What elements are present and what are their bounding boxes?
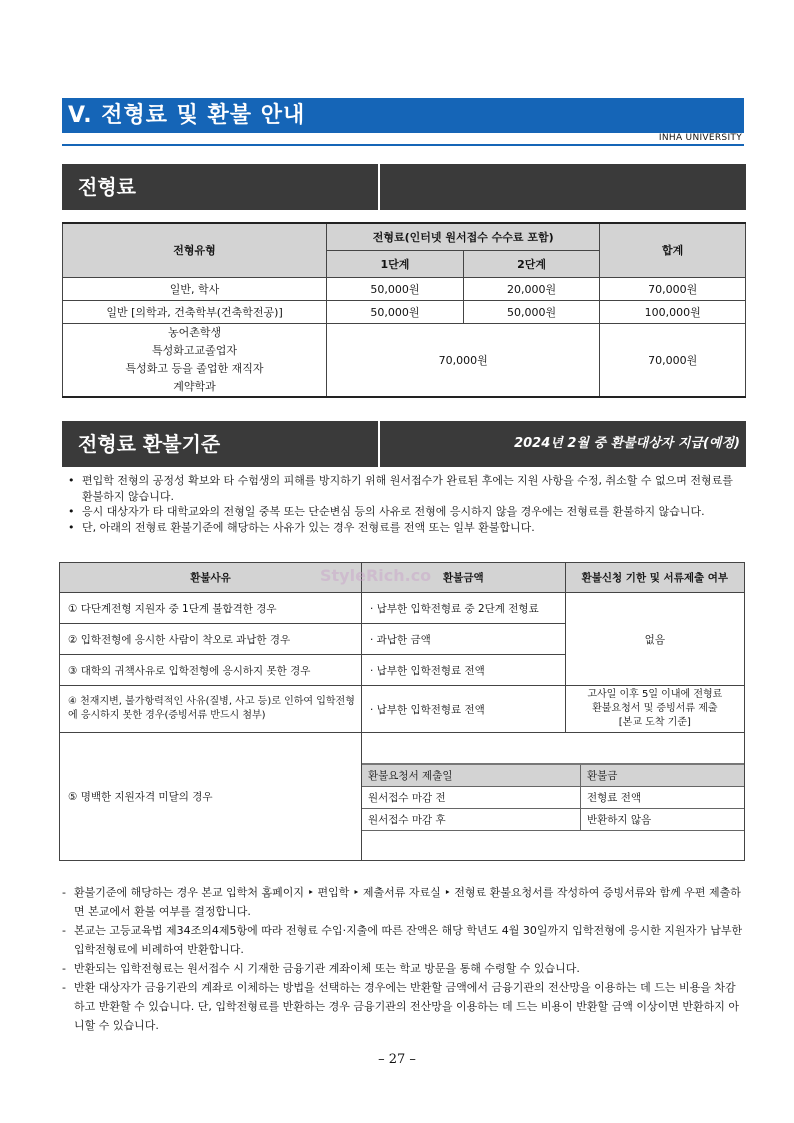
inner-when-cell: 원서접수 마감 후 [362, 808, 581, 830]
deadline-cell [565, 686, 744, 733]
reason-cell: ② 입학전형에 응시한 사람이 착오로 과납한 경우 [60, 624, 362, 655]
refund-section-title: 전형료 환불기준 [78, 432, 221, 456]
university-label: INHA UNIVERSITY [658, 133, 742, 143]
reason-cell: ① 다단계전형 지원자 중 1단계 불합격한 경우 [60, 593, 362, 624]
fee-type-merged-cell [63, 323, 327, 397]
reason-cell: ⑤ 명백한 지원자격 미달의 경우 [60, 733, 362, 861]
col-stage2-header: 2단계 [463, 250, 600, 277]
bullet-item: • 단, 아래의 전형료 환불기준에 해당하는 사유가 있는 경우 전형료를 전액 또는 일부 환불합니다. [68, 520, 742, 536]
type-line: 특성화고교졸업자 [152, 343, 238, 357]
table-row [60, 733, 745, 861]
col-stage1-header: 1단계 [327, 250, 464, 277]
inner-refund-cell: 전형료 전액 [581, 786, 745, 808]
table-row [63, 300, 746, 323]
table-row [63, 277, 746, 300]
fee-section-bar [62, 164, 746, 210]
deadline-line: 환불요청서 및 증빙서류 제출 [592, 703, 718, 714]
inner-table-cell [362, 733, 745, 861]
refund-notes [62, 883, 746, 1035]
amount-cell: · 과납한 금액 [362, 624, 566, 655]
inner-row [362, 808, 744, 830]
reason-cell: ④ 천재지변, 불가항력적인 사유(질병, 사고 등)로 인하여 입학전형에 응시하지 못한 경우(증빙서류 반드시 첨부) [60, 686, 362, 733]
table-row [60, 593, 745, 624]
amount-cell: · 납부한 입학전형료 중 2단계 전형료 [362, 593, 566, 624]
type-line: 농어촌학생 [167, 325, 222, 339]
fee-type-cell: 일반, 학사 [63, 277, 327, 300]
bar-separator [378, 421, 380, 467]
refund-section-bar [62, 421, 746, 467]
inner-row [362, 786, 744, 808]
fee-table [62, 222, 746, 398]
refund-inner-table [362, 763, 744, 831]
bullet-item: • 응시 대상자가 타 대학교와의 전형일 중복 또는 단순변심 등의 사유로 전형에 응시하지 않을 경우에는 전형료를 환불하지 않습니다. [68, 504, 742, 520]
note-item: - 반환되는 입학전형료는 원서접수 시 기재한 금융기관 계좌이체 또는 학교 방문을 통해 수령할 수 있습니다. [62, 959, 746, 978]
col-amount-header: 환불금액 [362, 563, 566, 593]
fee-stage2-cell: 50,000원 [463, 300, 600, 323]
fee-total-cell: 70,000원 [600, 323, 746, 397]
note-item: - 반환 대상자가 금융기관의 계좌로 이체하는 방법을 선택하는 경우에는 반환할 금액에서 금융기관의 전산망을 이용하는 데 드는 비용을 차감하고 반환할 수 있습니다. 단, 입학전형료를 반환하는 경우 금융기관의 전산망을 이용하는 데 드는 비용이 반환할 금액 이상이면 반환하지 아니할 수 있습니다. [62, 978, 746, 1035]
fee-total-cell: 70,000원 [600, 277, 746, 300]
type-line: 특성화고 등을 졸업한 재직자 [125, 361, 264, 375]
inner-when-cell: 원서접수 마감 전 [362, 786, 581, 808]
bar-separator [378, 164, 380, 210]
col-deadline-header: 환불신청 기한 및 서류제출 여부 [565, 563, 744, 593]
fee-merged-cell: 70,000원 [327, 323, 600, 397]
deadline-line: 고사일 이후 5일 이내에 전형료 [587, 689, 723, 700]
col-fee-group-header: 전형료(인터넷 원서접수 수수료 포함) [327, 223, 600, 250]
watermark: StyleRich.co [320, 566, 432, 585]
col-total-header: 합계 [600, 223, 746, 277]
fee-stage2-cell: 20,000원 [463, 277, 600, 300]
inner-head-refund: 환불금 [581, 764, 745, 787]
fee-stage1-cell: 50,000원 [327, 277, 464, 300]
col-type-header: 전형유형 [63, 223, 327, 277]
refund-schedule-note: 2024년 2월 중 환불대상자 지급(예정) [514, 436, 740, 451]
section-header: V. 전형료 및 환불 안내 [62, 98, 744, 133]
note-item: - 본교는 고등교육법 제34조의4제5항에 따라 전형료 수입·지출에 따른 잔액은 해당 학년도 4월 30일까지 입학전형에 응시한 지원자가 납부한 입학전형료에 비례하여 반환합니다. [62, 921, 746, 959]
reason-cell: ③ 대학의 귀책사유로 입학전형에 응시하지 못한 경우 [60, 655, 362, 686]
deadline-cell: 없음 [565, 593, 744, 686]
page-number: – 27 – [378, 1052, 416, 1067]
bullet-item: • 편입학 전형의 공정성 확보와 타 수험생의 피해를 방지하기 위해 원서접수가 완료된 후에는 지원 사항을 수정, 취소할 수 없으며 전형료를 환불하지 않습니다. [68, 473, 742, 504]
inner-head-when: 환불요청서 제출일 [362, 764, 581, 787]
col-reason-header: 환불사유 [60, 563, 362, 593]
note-item: - 환불기준에 해당하는 경우 본교 입학처 홈페이지 ‣ 편입학 ‣ 제출서류 자료실 ‣ 전형료 환불요청서를 작성하여 증빙서류와 함께 우편 제출하면 본교에서 환불 여부를 결정합니다. [62, 883, 746, 921]
refund-bullets [68, 473, 742, 535]
amount-cell: · 납부한 입학전형료 전액 [362, 686, 566, 733]
inner-refund-cell: 반환하지 않음 [581, 808, 745, 830]
refund-table [59, 562, 745, 861]
fee-total-cell: 100,000원 [600, 300, 746, 323]
fee-stage1-cell: 50,000원 [327, 300, 464, 323]
table-row [63, 323, 746, 397]
header-rule [62, 144, 744, 146]
type-line: 계약학과 [173, 379, 216, 393]
fee-section-title: 전형료 [78, 175, 136, 199]
deadline-line: [본교 도착 기준] [618, 717, 691, 728]
amount-cell: · 납부한 입학전형료 전액 [362, 655, 566, 686]
table-row [60, 686, 745, 733]
fee-type-cell: 일반 [의학과, 건축학부(건축학전공)] [63, 300, 327, 323]
